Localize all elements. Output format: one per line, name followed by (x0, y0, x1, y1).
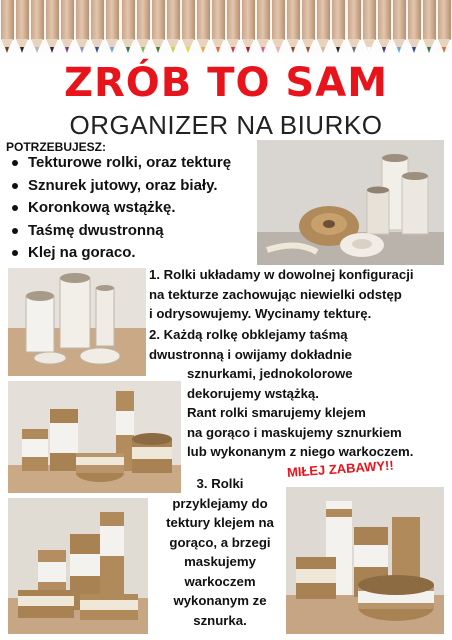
pencil-icon (166, 0, 181, 54)
pencil-icon (211, 0, 226, 54)
list-item: Klej na goraco. (12, 242, 231, 265)
bullet-icon (12, 228, 18, 234)
pencil-icon (181, 0, 196, 54)
pencil-icon (90, 0, 105, 54)
pencil-icon (422, 0, 437, 54)
rolls-photo (8, 268, 146, 376)
bullet-icon (12, 205, 18, 211)
pencil-icon (30, 0, 45, 54)
pencil-icon (45, 0, 60, 54)
step-1-text: 1. Rolki układamy w dowolnej konfiguracji na tekturze zachowując niewielki odstęp i odrysowujemy. Wycinamy tekturę. (149, 267, 414, 321)
pencils-banner (0, 0, 452, 66)
page-title: ZRÓB TO SAM (63, 60, 388, 106)
pencil-icon (105, 0, 120, 54)
pencil-icon (15, 0, 30, 54)
pencil-icon (226, 0, 241, 54)
pencil-icon (60, 0, 75, 54)
wrapped-rolls-photo (8, 381, 181, 493)
pencil-icon (362, 0, 377, 54)
step-2-text: 2. Każdą rolkę obklejamy taśmą dwustronną i owijamy dokładnie (149, 327, 352, 362)
list-item: Sznurek jutowy, oraz biały. (12, 175, 231, 198)
pencil-icon (392, 0, 407, 54)
pencil-icon (136, 0, 151, 54)
list-item: Tekturowe rolki, oraz tekturę (12, 152, 231, 175)
pencil-icon (437, 0, 452, 54)
pencil-icon (271, 0, 286, 54)
step-3-text: 3. Rolki przyklejamy do tektury klejem na gorąco, a brzegi maskujemy warkoczem wykonanym ze sznurka. (166, 476, 274, 628)
pencil-icon (75, 0, 90, 54)
page-subtitle: ORGANIZER NA BIURKO (69, 110, 383, 140)
pencil-icon (196, 0, 211, 54)
pencil-icon (241, 0, 256, 54)
pencil-icon (0, 0, 15, 54)
list-item: Koronkową wstążkę. (12, 197, 231, 220)
pencil-icon (331, 0, 346, 54)
pencil-icon (256, 0, 271, 54)
bullet-icon (12, 250, 18, 256)
finished-organizer-photo-right (286, 487, 444, 634)
materials-list (12, 152, 231, 265)
pencil-icon (151, 0, 166, 54)
pencil-icon (377, 0, 392, 54)
step-2-continued-text: sznurkami, jednokolorowe dekorujemy wstążką. Rant rolki smarujemy klejem na gorąco i maskujemy sznurkiem lub wykonanym z niego warkoczem. (187, 366, 414, 459)
pencil-icon (407, 0, 422, 54)
bullet-icon (12, 183, 18, 189)
pencil-icon (286, 0, 301, 54)
pencil-icon (301, 0, 316, 54)
materials-photo (257, 140, 444, 265)
pencil-icon (347, 0, 362, 54)
greeting-text: MIŁEJ ZABAWY!! (286, 457, 395, 480)
pencil-icon (316, 0, 331, 54)
list-item: Taśmę dwustronną (12, 220, 231, 243)
pencil-icon (121, 0, 136, 54)
bullet-icon (12, 160, 18, 166)
materials-heading: POTRZEBUJESZ: (6, 140, 107, 154)
finished-organizer-photo-left (8, 498, 148, 634)
